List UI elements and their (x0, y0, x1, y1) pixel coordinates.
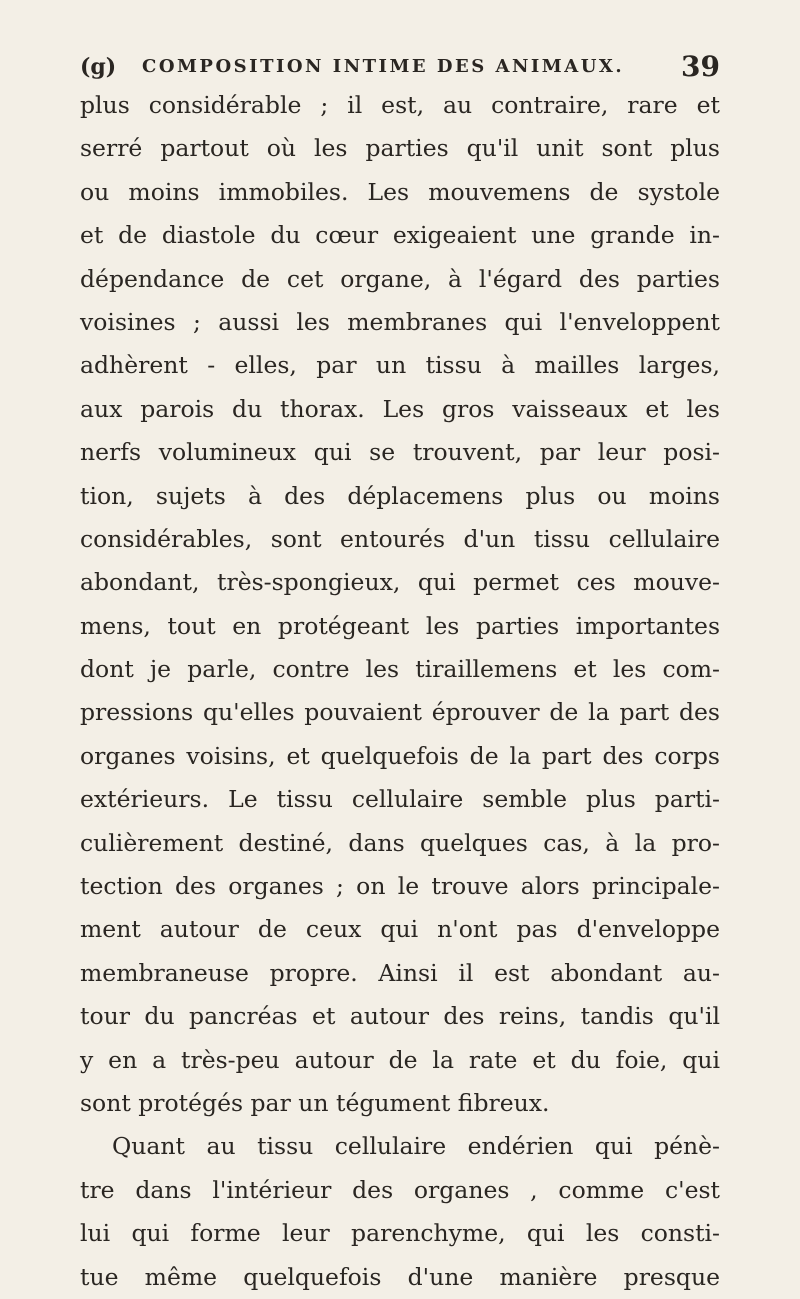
text-line: tion, sujets à des déplacemens plus ou moins (80, 481, 720, 510)
text-line: abondant, très-spongieux, qui permet ces mouve- (80, 568, 720, 597)
text-line: sont protégés par un tégument fibreux. (80, 1088, 550, 1117)
text-line: tour du pancréas et autour des reins, tandis qu'il (80, 1002, 720, 1031)
text-line: extérieurs. Le tissu cellulaire semble plus parti- (80, 785, 720, 814)
text-line: considérables, sont entourés d'un tissu cellulaire (80, 524, 720, 553)
text-line: dépendance de cet organe, à l'égard des parties (80, 264, 720, 293)
text-line: ment autour de ceux qui n'ont pas d'enveloppe (80, 915, 720, 944)
page-number: 39 (681, 50, 720, 83)
text-line: et de diastole du cœur exigeaient une grande in- (80, 221, 720, 250)
text-line: aux parois du thorax. Les gros vaisseaux et les (80, 394, 720, 423)
text-line: dont je parle, contre les tiraillemens et les com- (80, 655, 720, 684)
text-line: voisines ; aussi les membranes qui l'enveloppent (80, 307, 720, 336)
text-line: tue même quelquefois d'une manière presque (80, 1262, 720, 1291)
text-line: y en a très-peu autour de la rate et du foie, qui (80, 1045, 720, 1074)
text-line: nerfs volumineux qui se trouvent, par leur posi- (80, 438, 720, 467)
text-line: membraneuse propre. Ainsi il est abondant au- (80, 958, 720, 987)
running-head-title: COMPOSITION INTIME DES ANIMAUX. (142, 56, 625, 77)
text-line: mens, tout en protégeant les parties importantes (80, 611, 720, 640)
body-text (80, 84, 720, 1299)
text-line: lui qui forme leur parenchyme, qui les consti- (80, 1219, 720, 1248)
running-head (80, 40, 720, 83)
folio-left: (g) (80, 54, 117, 80)
text-line: serré partout où les parties qu'il unit sont plus (80, 134, 720, 163)
text-line: tre dans l'intérieur des organes , comme c'est (80, 1175, 720, 1204)
text-line: adhèrent - elles, par un tissu à mailles larges, (80, 351, 720, 380)
text-line: tection des organes ; on le trouve alors principale- (80, 872, 720, 901)
text-line: Quant au tissu cellulaire endérien qui pénè- (112, 1132, 720, 1161)
text-line: organes voisins, et quelquefois de la part des corps (80, 741, 720, 770)
text-line: culièrement destiné, dans quelques cas, à la pro- (80, 828, 720, 857)
text-line: plus considérable ; il est, au contraire, rare et (80, 91, 720, 119)
text-line: ou moins immobiles. Les mouvemens de systole (80, 177, 720, 206)
text-line: pressions qu'elles pouvaient éprouver de la part des (80, 698, 720, 727)
